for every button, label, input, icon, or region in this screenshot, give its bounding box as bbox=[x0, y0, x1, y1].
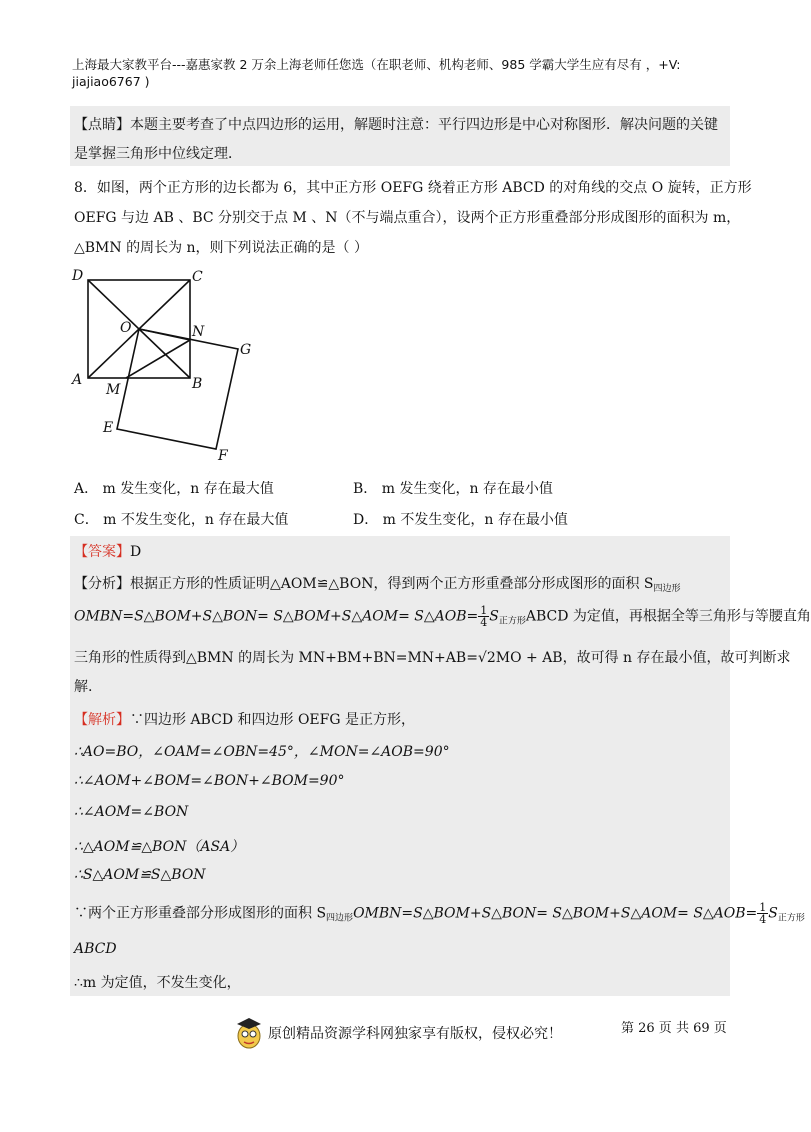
label-e: E bbox=[103, 420, 114, 436]
option-a[interactable]: A． m 发生变化，n 存在最大值 bbox=[74, 481, 274, 497]
label-m: M bbox=[106, 382, 121, 398]
label-g: G bbox=[240, 342, 252, 358]
option-d[interactable]: D． m 不发生变化，n 存在最小值 bbox=[353, 512, 568, 528]
analysis-line-3: 三角形的性质得到△BMN 的周长为 MN+BM+BN=MN+AB=√2MO + AB，故可得 n 存在最小值，故可判断求 bbox=[74, 650, 791, 666]
answer-tag: 【答案】 bbox=[74, 544, 130, 560]
option-b[interactable]: B． m 发生变化，n 存在最小值 bbox=[353, 481, 553, 497]
answer-line bbox=[74, 541, 141, 561]
analysis-line-4: 解. bbox=[74, 679, 93, 695]
tip-tag: 【点睛】 bbox=[74, 117, 130, 133]
label-a: A bbox=[72, 372, 83, 388]
solution-line-1: 【解析】∵四边形 ABCD 和四边形 OEFG 是正方形， bbox=[74, 712, 415, 728]
solution-line-4: ∴∠AOM=∠BON bbox=[74, 804, 189, 820]
solution-line-8: ABCD bbox=[74, 941, 117, 957]
solution-line-3: ∴∠AOM+∠BOM=∠BON+∠BOM=90° bbox=[74, 773, 345, 789]
label-n: N bbox=[192, 324, 205, 340]
question-line-2: OEFG 与边 AB 、BC 分别交于点 M 、N（不与端点重合），设两个正方形重叠部分形成图形的面积为 m， bbox=[74, 210, 741, 226]
mascot-icon bbox=[234, 1016, 264, 1050]
tip-line-2: 是掌握三角形中位线定理． bbox=[74, 146, 242, 162]
page-header bbox=[72, 56, 732, 90]
solution-line-2: ∴AO=BO，∠OAM=∠OBN=45°，∠MON=∠AOB=90° bbox=[74, 744, 450, 760]
analysis-line-1: 【分析】根据正方形的性质证明△AOM≌△BON，得到两个正方形重叠部分形成图形的面积 $S_{四边形}$ bbox=[74, 576, 681, 594]
analysis-tag: 【分析】 bbox=[74, 576, 130, 592]
label-d: D bbox=[72, 268, 84, 284]
page-number: 第 26 页 共 69 页 bbox=[621, 1021, 727, 1036]
fraction-quarter: $\frac{1}{4}$ bbox=[480, 604, 488, 629]
question-line-3: △BMN 的周长为 n，则下列说法正确的是（ ） bbox=[74, 240, 369, 256]
solution-line-6: ∴S△AOM≌S△BON bbox=[74, 867, 206, 883]
header-line-1: 上海最大家教平台---嘉惠家教 2 万余上海老师任您选（在职老师、机构老师、985 学霸大学生应有尽有 ，+V: bbox=[72, 57, 681, 72]
geometry-figure bbox=[70, 264, 270, 464]
solution-line-7: ∵两个正方形重叠部分形成图形的面积 $S_{四边形}OMBN=S\triangle BOM+S\triangle BON=$ S△BOM+S△AOM= S△AOB= $\frac{1}{4}S_{正方形}$ bbox=[74, 901, 805, 926]
answer-value: D bbox=[130, 544, 142, 560]
solution-tag: 【解析】 bbox=[74, 712, 130, 728]
label-c: C bbox=[192, 269, 203, 285]
solution-line-9: ∴m 为定值，不发生变化， bbox=[74, 975, 241, 991]
option-c[interactable]: C． m 不发生变化，n 存在最大值 bbox=[74, 512, 289, 528]
label-f: F bbox=[218, 448, 228, 464]
label-o: O bbox=[120, 320, 132, 336]
header-line-2: jiajiao6767 ) bbox=[72, 74, 150, 89]
solution-line-5: ∴△AOM≌△BON（ASA） bbox=[74, 839, 245, 855]
question-line-1: 8．如图，两个正方形的边长都为 6，其中正方形 OEFG 绕着正方形 ABCD 的对角线的交点 O 旋转，正方形 bbox=[74, 180, 752, 196]
analysis-line-2: OMBN=S△BOM+S△BON= S△BOM+S△AOM= S△AOB= $\frac{1}{4}S_{正方形}ABCD$ 为定值，再根据全等三角形与等腰直角 bbox=[74, 604, 811, 629]
tip-line-1: 【点睛】本题主要考查了中点四边形的运用，解题时注意：平行四边形是中心对称图形．解决问题的关键 bbox=[74, 117, 718, 133]
label-b: B bbox=[192, 376, 203, 392]
segment-on bbox=[139, 329, 190, 340]
copyright-notice: 原创精品资源学科网独家享有版权，侵权必究！ bbox=[268, 1026, 562, 1042]
